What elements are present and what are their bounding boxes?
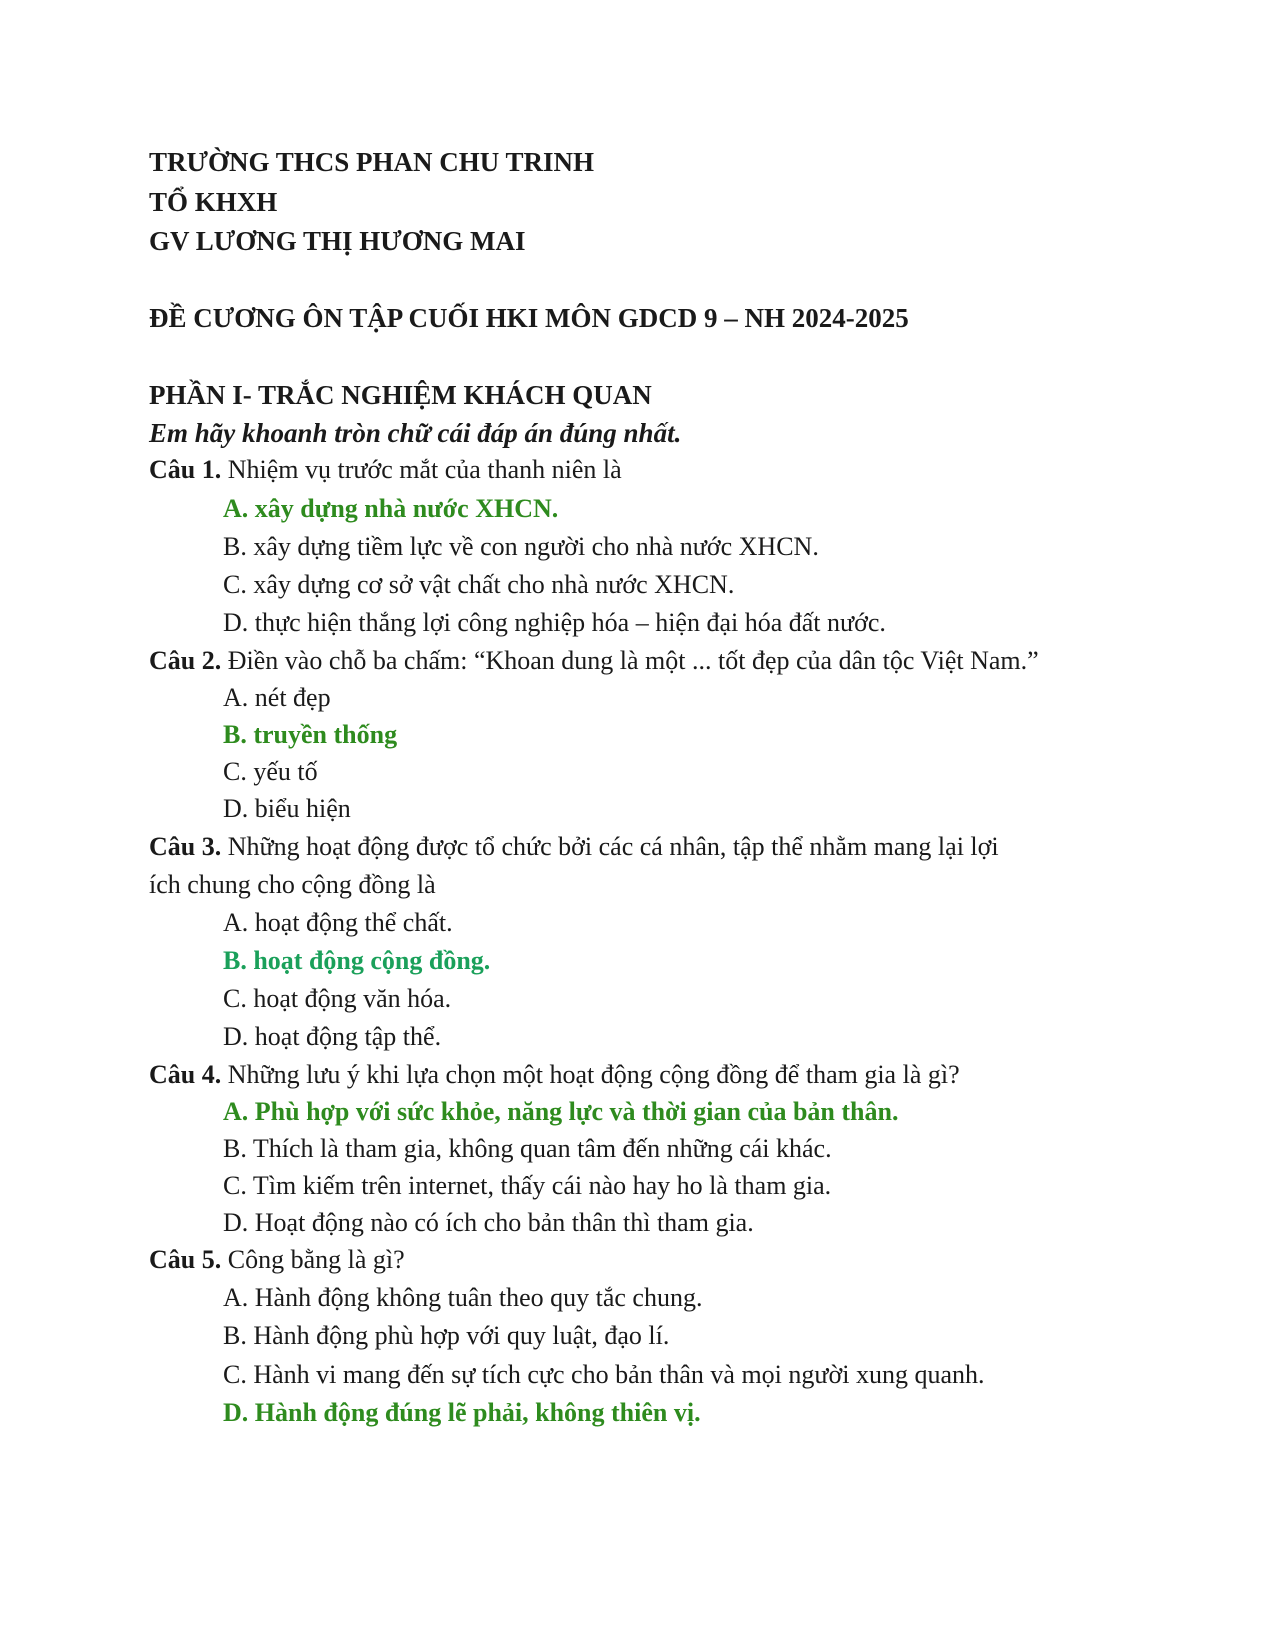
question-label: Câu 3. [149,832,222,861]
question-label: Câu 5. [149,1245,222,1274]
question-stem: Nhiệm vụ trước mắt của thanh niên là [221,455,622,484]
question-label: Câu 2. [149,646,222,675]
option-2c: C. yếu tố [223,757,318,786]
section-title: PHẦN I- TRẮC NGHIỆM KHÁCH QUAN [149,380,652,410]
option-4a: A. Phù hợp với sức khỏe, năng lực và thời gian của bản thân. [223,1097,899,1126]
option-1a: A. xây dựng nhà nước XHCN. [223,494,559,523]
question-label: Câu 4. [149,1060,222,1089]
teacher-name: GV LƯƠNG THỊ HƯƠNG MAI [149,226,526,256]
question-stem: Điền vào chỗ ba chấm: “Khoan dung là một ... tốt đẹp của dân tộc Việt Nam.” [221,646,1039,675]
option-3d: D. hoạt động tập thể. [223,1022,442,1051]
question-2 [149,646,1039,676]
question-3 [149,832,999,862]
option-3a: A. hoạt động thể chất. [223,908,453,937]
section-instruction: Em hãy khoanh tròn chữ cái đáp án đúng nhất. [149,418,682,448]
question-5 [149,1245,405,1275]
option-4b: B. Thích là tham gia, không quan tâm đến những cái khác. [223,1134,832,1163]
question-stem: Những hoạt động được tổ chức bởi các cá nhân, tập thể nhằm mang lại lợi [221,832,999,861]
option-1b: B. xây dựng tiềm lực về con người cho nhà nước XHCN. [223,532,819,561]
document-title: ĐỀ CƯƠNG ÔN TẬP CUỐI HKI MÔN GDCD 9 – NH 2024-2025 [149,303,909,333]
question-label: Câu 1. [149,455,222,484]
question-1 [149,455,622,485]
school-name: TRƯỜNG THCS PHAN CHU TRINH [149,147,595,177]
option-2d: D. biểu hiện [223,794,351,823]
question-stem: Công bằng là gì? [221,1245,405,1274]
department-name: TỔ KHXH [149,187,278,217]
option-4d: D. Hoạt động nào có ích cho bản thân thì tham gia. [223,1208,754,1237]
question-3-continuation: ích chung cho cộng đồng là [149,870,436,899]
option-2a: A. nét đẹp [223,683,331,712]
option-2b: B. truyền thống [223,720,398,749]
option-1d: D. thực hiện thắng lợi công nghiệp hóa – hiện đại hóa đất nước. [223,608,886,637]
option-3c: C. hoạt động văn hóa. [223,984,452,1013]
option-5c: C. Hành vi mang đến sự tích cực cho bản thân và mọi người xung quanh. [223,1360,985,1389]
question-stem: Những lưu ý khi lựa chọn một hoạt động cộng đồng để tham gia là gì? [221,1060,960,1089]
question-4 [149,1060,960,1090]
option-5b: B. Hành động phù hợp với quy luật, đạo lí. [223,1321,670,1350]
option-3b: B. hoạt động cộng đồng. [223,946,491,975]
option-4c: C. Tìm kiếm trên internet, thấy cái nào hay ho là tham gia. [223,1171,832,1200]
option-1c: C. xây dựng cơ sở vật chất cho nhà nước XHCN. [223,570,735,599]
option-5d: D. Hành động đúng lẽ phải, không thiên vị. [223,1398,701,1427]
option-5a: A. Hành động không tuân theo quy tắc chung. [223,1283,703,1312]
